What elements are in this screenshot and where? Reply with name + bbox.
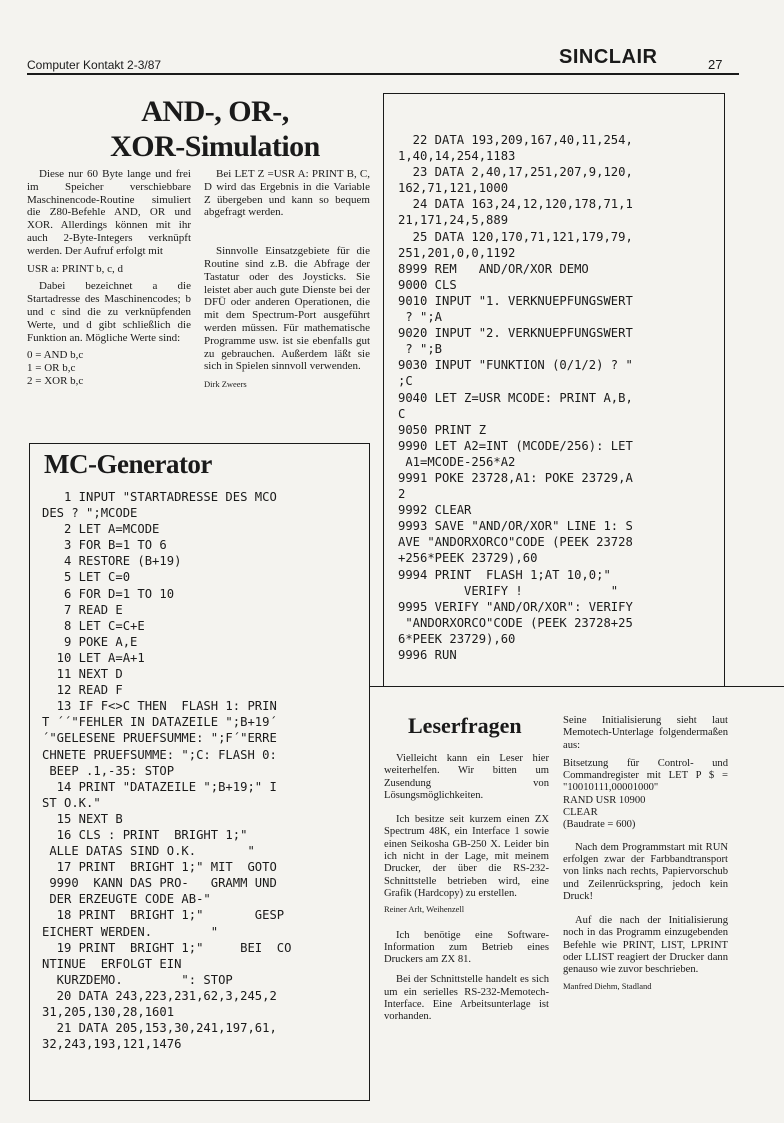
code-line: 9030 INPUT "FUNKTION (0/1/2) ? " [398,358,633,373]
code-line: "ANDORXORCO"CODE (PEEK 23728+25 [398,615,633,630]
code-line: 9992 CLEAR [398,503,472,518]
code-line: 32,243,193,121,1476 [42,1037,182,1052]
code-line: DES ? ";MCODE [42,506,138,521]
code-line: 7 READ E [42,602,123,617]
code-line: 9050 PRINT Z [398,422,487,437]
code-line: CHNETE PRUEFSUMME: ";C: FLASH 0: [42,747,277,762]
code-line: +256*PEEK 23729),60 [398,551,538,566]
code-line: 12 READ F [42,683,123,698]
magazine-name: Computer Kontakt 2-3/87 [27,58,162,72]
code-line: NTINUE ERFOLGT EIN [42,956,182,971]
code-line: 1 INPUT "STARTADRESSE DES MCO [42,490,277,504]
code-line: 1,40,14,254,1183 [398,149,516,164]
code-line: T ´´"FEHLER IN DATAZEILE ";B+19´ [42,715,277,730]
mc-generator-title: MC-Generator [44,449,212,479]
paragraph: Bitsetzung für Control- und Commandregister mit LET P $ = "10010111,00001000" [563,757,728,794]
code-line: 21,171,24,5,889 [398,213,509,228]
code-line: 9000 CLS [398,277,457,292]
code-line: 4 RESTORE (B+19) [42,554,182,569]
article-column-2 [204,168,370,391]
code-line: BEEP .1,-35: STOP [42,763,175,778]
paragraph: Ich besitze seit kurzem einen ZX Spectrum 48K, ein Interface 1 sowie einen Seikosha GB-250 X. Leider bin ich nicht in der Lage, mit meinem Drucker, der über die RS-232-Schnittstelle betrieben wird, eine Grafik (Hardcopy) zu erstellen. [384,814,549,899]
code-line: 5 LET C=0 [42,570,131,585]
page-number: 27 [708,57,723,72]
usr-syntax: USR a: PRINT b, c, d [27,262,124,275]
leserfragen-column-1 [384,753,549,1024]
code-line: 9040 LET Z=USR MCODE: PRINT A,B, [398,390,633,405]
article-title [40,94,390,164]
code-line: 9990 LET A2=INT (MCODE/256): LET [398,438,633,453]
code-line: A1=MCODE-256*A2 [398,454,516,469]
code-line: 14 PRINT "DATAZEILE ";B+19;" I [42,779,277,794]
paragraph: Bei LET Z =USR A: PRINT B, C, D wird das Ergebnis in die Variable Z übergeben und kann so bequem abgefragt werden. [204,168,370,219]
code-line: ? ";B [398,342,443,357]
header-rule [27,73,739,75]
code-line: 17 PRINT BRIGHT 1;" MIT GOTO [42,860,277,875]
code-line: 9994 PRINT FLASH 1;AT 10,0;" [398,567,611,582]
code-line: 6 FOR D=1 TO 10 [42,586,175,601]
paragraph: Dabei bezeichnet a die Startadresse des Maschinencodes; b und c sind die zu verknüpfenden Werte, und d gibt schließlich die Funktion an. Mögliche Werte sind: [27,280,191,344]
code-line: VERIFY ! " [398,583,619,598]
section-title: SINCLAIR [559,46,658,68]
paragraph: Seine Initialisierung sieht laut Memotech-Unterlage folgendermaßen aus: [563,715,728,751]
author: Dirk Zweers [204,379,247,390]
code-line: 22 DATA 193,209,167,40,11,254, [398,133,633,147]
code-line: 24 DATA 163,24,12,120,178,71,1 [398,197,633,212]
code-line: 11 NEXT D [42,667,123,682]
code-line: C [398,406,406,421]
code-line: 6*PEEK 23729),60 [398,631,516,646]
command-line: (Baudrate = 600) [563,819,636,831]
command-line: CLEAR [563,807,598,819]
code-line: 251,201,0,0,1192 [398,245,516,260]
code-line: 9990 KANN DAS PRO- GRAMM UND [42,876,277,891]
code-line: 15 NEXT B [42,811,123,826]
leserfragen-title: Leserfragen [408,713,522,738]
code-line: ´"GELESENE PRUEFSUMME: ";F´"ERRE [42,731,277,746]
paragraph: Vielleicht kann ein Leser hier weiterhelfen. Wir bitten um Zusendung von Lösungsmöglichkeiten. [384,753,549,801]
author: Reiner Arlt, Weihenzell [384,904,465,915]
code-line: 2 LET A=MCODE [42,522,160,537]
paragraph: Bei der Schnittstelle handelt es sich um ein serielles RS-232-Memotech-Interface. Eine Arbeitsunterlage ist vorhanden. [384,974,549,1023]
code-line: 20 DATA 243,223,231,62,3,245,2 [42,988,277,1003]
code-line: 31,205,130,28,1601 [42,1005,175,1019]
code-line: 9996 RUN [398,648,457,662]
code-line: ALLE DATAS SIND O.K. " [42,844,255,859]
paragraph: Ich benötige eine Software-Information zum Betrieb eines Druckers am ZX 81. [384,929,549,966]
author: Manfred Diehm, Stadland [563,980,652,991]
code-line: 13 IF F<>C THEN FLASH 1: PRIN [42,699,277,714]
leserfragen-column-2 [563,715,728,992]
article-title-line2: XOR-Simulation [110,130,320,163]
code-line: ST O.K." [42,795,101,810]
code-line: 18 PRINT BRIGHT 1;" GESP [42,908,285,923]
code-line: 10 LET A=A+1 [42,650,145,665]
code-line: 3 FOR B=1 TO 6 [42,538,167,553]
code-line: 9995 VERIFY "AND/OR/XOR": VERIFY [398,599,633,614]
value-item: 2 = XOR b,c [27,374,84,387]
code-line: 9993 SAVE "AND/OR/XOR" LINE 1: S [398,519,633,534]
box-divider [370,686,784,687]
article-column-1 [27,168,191,388]
value-item: 0 = AND b,c [27,349,84,362]
code-line: 9010 INPUT "1. VERKNUEPFUNGSWERT [398,293,633,308]
code-line: 16 CLS : PRINT BRIGHT 1;" [42,827,248,842]
code-line: 23 DATA 2,40,17,251,207,9,120, [398,165,633,180]
code-line: 25 DATA 120,170,71,121,179,79, [398,229,633,244]
code-line: 9991 POKE 23728,A1: POKE 23729,A [398,470,633,485]
listing-box [383,93,725,687]
code-line: 8 LET C=C+E [42,618,145,633]
paragraph: Sinnvolle Einsatzgebiete für die Routine sind z.B. die Abfrage der Tastatur oder des Joysticks. Sie leistet aber auch gute Dienste bei der DFÜ oder anderen Operationen, die mit dem Spectrum-Port ausgeführt werden müssen. Für mathematische Programme usw. ist sie ebenfalls gut zu gebrauchen. Außerdem läßt sie sich in Spielen sinnvoll verwenden. [204,245,370,373]
code-line: DER ERZEUGTE CODE AB-" [42,892,211,907]
code-line: 2 [398,487,406,502]
code-line: 21 DATA 205,153,30,241,197,61, [42,1021,277,1036]
code-line: ? ";A [398,310,443,325]
code-line: 19 PRINT BRIGHT 1;" BEI CO [42,940,292,955]
code-listing [42,489,291,1052]
code-line: 162,71,121,1000 [398,181,509,196]
mc-generator-box [29,443,370,1101]
code-line: ;C [398,374,413,389]
paragraph: Auf die nach der Initialisierung noch in das Programm einzugebenden Befehle wie PRINT, LIST, LPRINT oder LLIST reagiert der Drucker dann genauso wie zuvor beschrieben. [563,915,728,976]
paragraph: Nach dem Programmstart mit RUN erfolgen zwar der Farbbandtransport von links nach rechts, Papiervorschub und Zeilenrückspring, jedoch kein Druck! [563,841,728,902]
code-line: 9020 INPUT "2. VERKNUEPFUNGSWERT [398,326,633,341]
code-line: 8999 REM AND/OR/XOR DEMO [398,261,589,276]
command-line: RAND USR 10900 [563,794,646,806]
article-title-line1: AND-, OR-, [141,95,289,128]
code-line: 9 POKE A,E [42,634,138,649]
code-line: AVE "ANDORXORCO"CODE (PEEK 23728 [398,535,633,550]
code-line: EICHERT WERDEN. " [42,924,219,939]
value-item: 1 = OR b,c [27,362,76,375]
code-listing [398,132,633,663]
code-line: KURZDEMO. ": STOP [42,972,233,987]
paragraph: Diese nur 60 Byte lange und frei im Speicher verschiebbare Maschinencode-Routine simuliert die Z80-Befehle AND, OR und XOR. Allerdings können mit ihr auch 2-Byte-Integers verknüpft werden. Der Aufruf erfolgt mit [27,168,191,257]
